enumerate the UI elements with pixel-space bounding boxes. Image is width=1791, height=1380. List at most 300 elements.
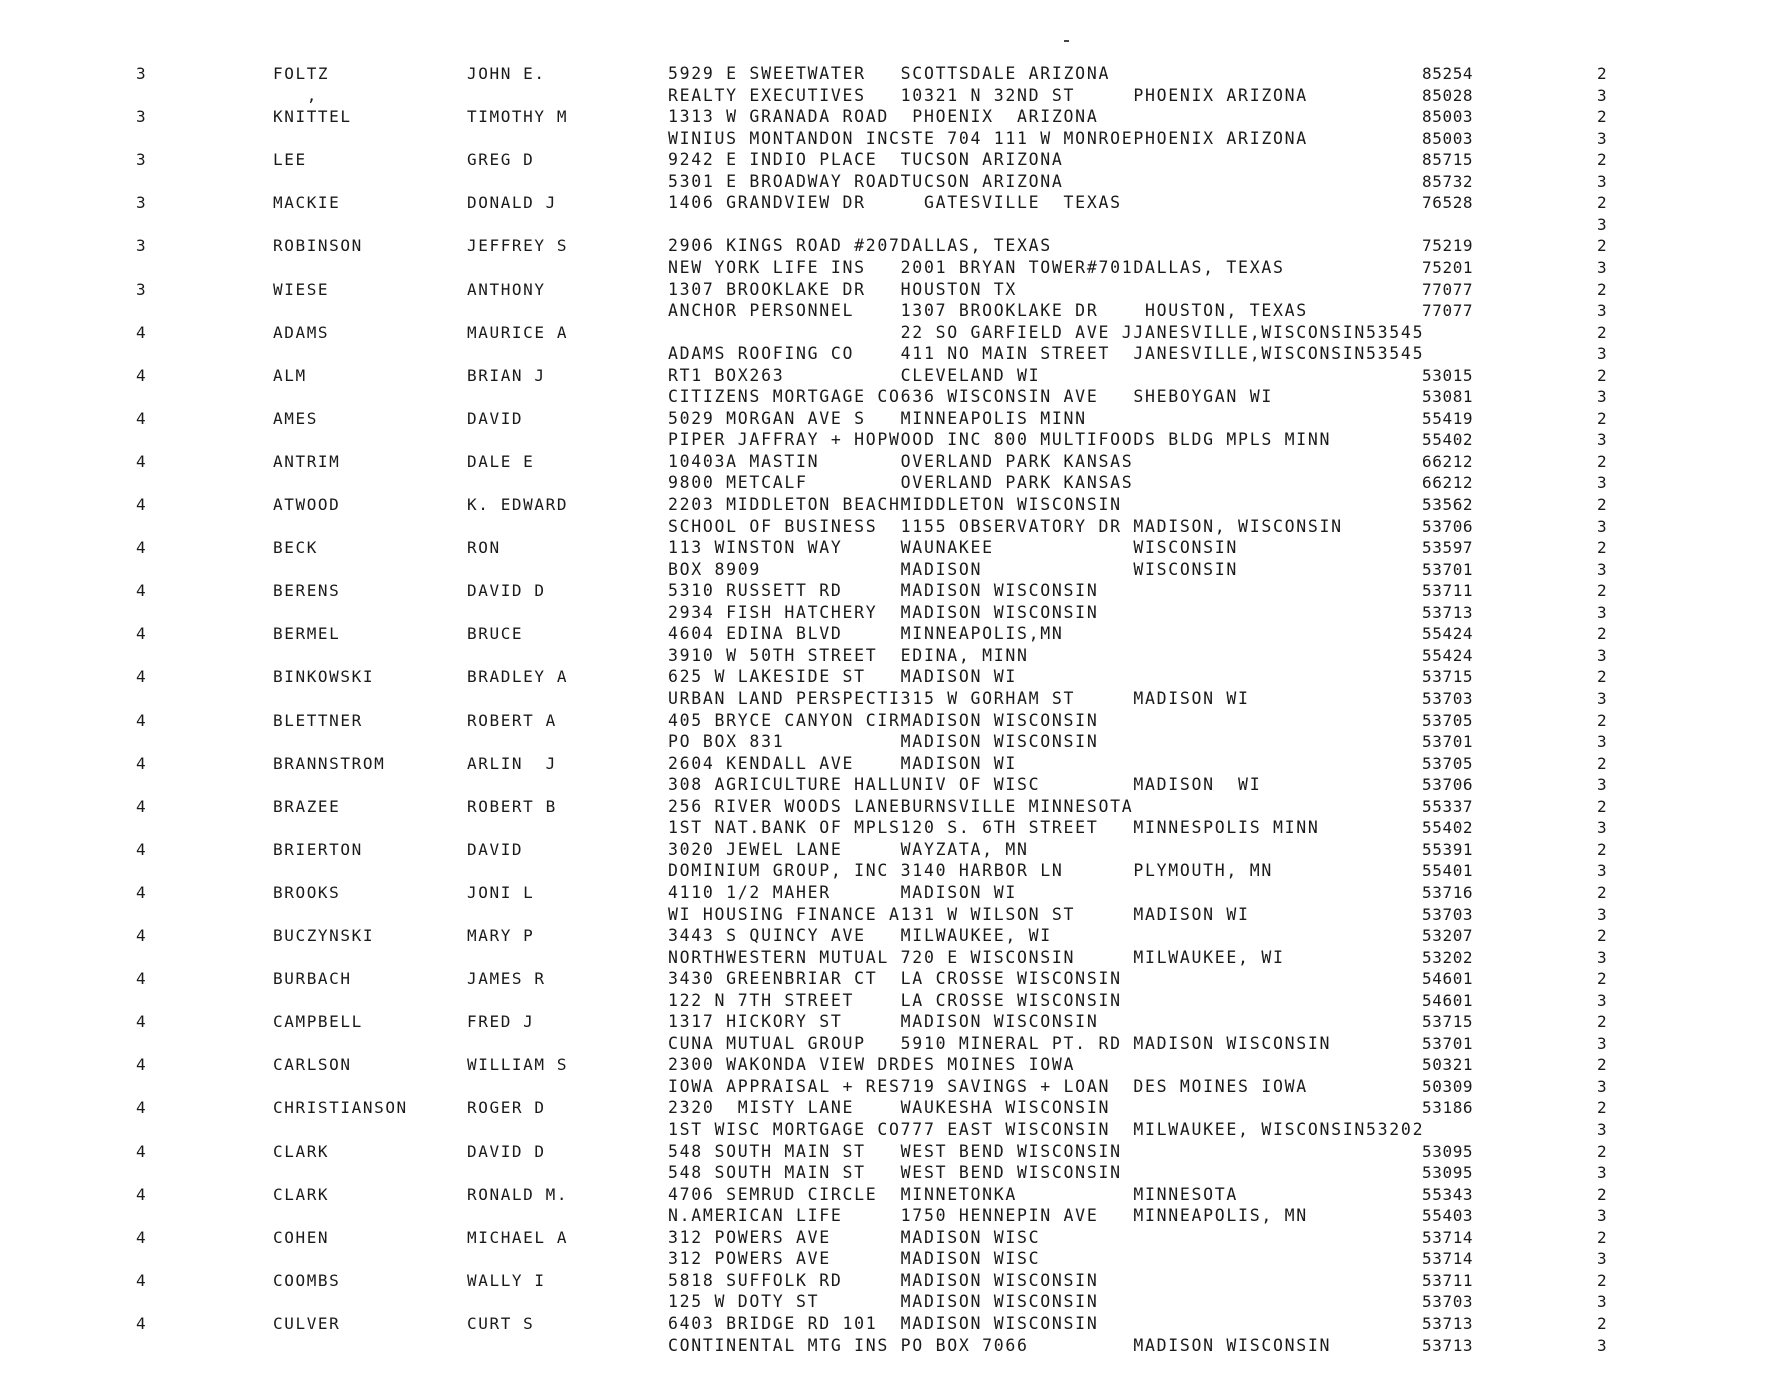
listing-row [0,925,1791,946]
address-line: 1313 W GRANADA ROAD PHOENIX ARIZONA [668,107,1099,127]
group-number: 3 [136,236,148,256]
first-name: DALE E [467,451,535,471]
first-name: DAVID D [467,1141,546,1161]
zip-code: 53703 [1422,1292,1474,1312]
address-code: 3 [1597,387,1609,407]
zip-code: 53703 [1422,689,1474,708]
group-number: 4 [136,322,148,342]
address-code: 2 [1597,495,1609,514]
listing-row [0,688,1791,709]
last-name: CULVER [273,1313,341,1333]
group-number: 4 [136,1012,148,1032]
address-line: 312 POWERS AVE MADISON WISC [668,1249,1041,1269]
zip-code: 53207 [1422,926,1474,945]
last-name: COHEN [273,1227,330,1247]
zip-code: 50309 [1422,1076,1474,1096]
last-name: BLETTNER [273,710,363,730]
last-name: BURBACH [273,969,352,989]
zip-code: 53095 [1422,1141,1474,1161]
address-line: 1406 GRANDVIEW DR GATESVILLE TEXAS [668,193,1122,213]
group-number: 3 [136,64,148,83]
address-line: CUNA MUTUAL GROUP 5910 MINERAL PT. RD MADISON WISCONSIN [668,1033,1332,1053]
zip-code: 53713 [1422,1335,1474,1355]
address-code: 3 [1597,1206,1609,1226]
address-line: 5818 SUFFOLK RD MADISON WISCONSIN [668,1270,1099,1290]
zip-code: 53562 [1422,495,1474,514]
listing-row [0,882,1791,903]
address-line: PO BOX 831 MADISON WISCONSIN [668,732,1099,752]
address-code: 2 [1597,926,1609,945]
address-code: 2 [1597,1055,1609,1075]
first-name: CURT S [467,1313,535,1333]
listing-row [0,537,1791,558]
listing-row [0,85,1791,106]
last-name: BRIERTON [273,839,363,859]
zip-code: 76528 [1422,193,1474,213]
listing-row [0,1076,1791,1097]
zip-code: 53081 [1422,387,1474,407]
address-line: 122 N 7TH STREET LA CROSSE WISCONSIN [668,990,1122,1010]
zip-code: 53186 [1422,1098,1474,1118]
listing-row [0,235,1791,256]
listing-row [0,1141,1791,1162]
last-name: , [273,85,318,105]
zip-code: 55419 [1422,408,1474,428]
listing-row [0,1291,1791,1312]
first-name: FRED J [467,1012,535,1032]
first-name: DAVID [467,839,524,859]
listing-row [0,1184,1791,1205]
address-code: 3 [1597,818,1609,838]
address-code: 2 [1597,408,1609,428]
address-line: REALTY EXECUTIVES 10321 N 32ND ST PHOENIX ARIZONA [668,85,1308,105]
listing-row [0,817,1791,838]
zip-code: 77077 [1422,279,1474,299]
listing-row [0,645,1791,666]
address-line: 5301 E BROADWAY ROADTUCSON ARIZONA [668,171,1064,191]
group-number: 4 [136,1141,148,1161]
address-code: 3 [1597,258,1609,277]
zip-code: 85003 [1422,128,1474,148]
zip-code: 54601 [1422,990,1474,1010]
listing-row [0,580,1791,601]
address-code: 3 [1597,1033,1609,1053]
group-number: 4 [136,839,148,859]
first-name: ANTHONY [467,279,546,299]
address-line: 3443 S QUINCY AVE MILWAUKEE, WI [668,926,1052,945]
address-line: 2604 KENDALL AVE MADISON WI [668,753,1018,773]
address-code: 3 [1597,1335,1609,1355]
address-code: 3 [1597,1163,1609,1182]
listing-row [0,990,1791,1011]
listing-row [0,429,1791,450]
listing-row [0,1054,1791,1075]
address-line: 2300 WAKONDA VIEW DRDES MOINES IOWA [668,1055,1076,1075]
last-name: CLARK [273,1184,330,1204]
address-line: 405 BRYCE CANYON CIRMADISON WISCONSIN [668,710,1099,730]
address-line: 3430 GREENBRIAR CT LA CROSSE WISCONSIN [668,969,1122,989]
first-name: ROBERT B [467,796,557,816]
group-number: 3 [136,193,148,213]
address-code: 3 [1597,732,1609,752]
address-line: 3910 W 50TH STREET EDINA, MINN [668,645,1029,665]
address-code: 3 [1597,861,1609,881]
listing-row [0,1248,1791,1269]
listing-row [0,279,1791,300]
first-name: GREG D [467,150,535,170]
address-line: 1307 BROOKLAKE DR HOUSTON TX [668,279,1018,299]
last-name: COOMBS [273,1270,341,1290]
address-code: 2 [1597,624,1609,644]
zip-code: 85028 [1422,85,1474,105]
last-name: AMES [273,408,318,428]
last-name: ALM [273,365,307,385]
first-name: BRADLEY A [467,667,569,687]
last-name: LEE [273,150,307,170]
first-name: BRUCE [467,624,524,644]
listing-row [0,494,1791,515]
group-number: 4 [136,408,148,428]
listing-row [0,1205,1791,1226]
address-code: 2 [1597,796,1609,816]
listing-row [0,1270,1791,1291]
listing-row [0,710,1791,731]
zip-code: 85732 [1422,171,1474,191]
listing-row [0,106,1791,127]
last-name: ROBINSON [273,236,363,256]
address-line: 5310 RUSSETT RD MADISON WISCONSIN [668,581,1099,601]
group-number: 4 [136,710,148,730]
address-code: 3 [1597,430,1609,450]
group-number: 4 [136,624,148,644]
address-code: 2 [1597,150,1609,170]
group-number: 4 [136,926,148,945]
first-name: DONALD J [467,193,557,213]
address-code: 2 [1597,1313,1609,1333]
group-number: 4 [136,882,148,902]
address-line: SCHOOL OF BUSINESS 1155 OBSERVATORY DR MADISON, WISCONSIN [668,516,1343,536]
address-line: 625 W LAKESIDE ST MADISON WI [668,667,1018,687]
listing-row [0,774,1791,795]
address-line: ADAMS ROOFING CO 411 NO MAIN STREET JANESVILLE,WISCONSIN53545 [668,344,1425,364]
zip-code: 53706 [1422,775,1474,795]
zip-code: 53703 [1422,904,1474,924]
first-name: RON [467,538,501,558]
zip-code: 53701 [1422,1033,1474,1053]
last-name: CARLSON [273,1055,352,1075]
zip-code: 53715 [1422,667,1474,687]
first-name: JEFFREY S [467,236,569,256]
last-name: MACKIE [273,193,341,213]
zip-code: 53015 [1422,365,1474,385]
listing-row [0,386,1791,407]
listing-row [0,1227,1791,1248]
address-code: 2 [1597,1098,1609,1118]
address-code: 3 [1597,990,1609,1010]
last-name: CLARK [273,1141,330,1161]
zip-code: 53701 [1422,732,1474,752]
listing-row [0,860,1791,881]
listing-row [0,63,1791,84]
address-line: RT1 BOX263 CLEVELAND WI [668,365,1041,385]
zip-code: 53597 [1422,538,1474,558]
zip-code: 53706 [1422,516,1474,536]
first-name: JAMES R [467,969,546,989]
address-line: BOX 8909 MADISON WISCONSIN [668,559,1239,579]
listing-row [0,559,1791,580]
zip-code: 53716 [1422,882,1474,902]
address-code: 3 [1597,85,1609,105]
zip-code: 55402 [1422,818,1474,838]
zip-code: 53713 [1422,602,1474,622]
listing-row [0,192,1791,213]
address-line: 1ST WISC MORTGAGE CO777 EAST WISCONSIN MILWAUKEE, WISCONSIN53202 [668,1120,1425,1139]
group-number: 4 [136,667,148,687]
group-number: 4 [136,796,148,816]
listing-row [0,839,1791,860]
address-code: 3 [1597,947,1609,967]
address-code: 2 [1597,1270,1609,1290]
address-line: IOWA APPRAISAL + RES719 SAVINGS + LOAN DES MOINES IOWA [668,1076,1308,1096]
address-code: 3 [1597,171,1609,191]
listing-row [0,666,1791,687]
first-name: JONI L [467,882,535,902]
address-code: 2 [1597,451,1609,471]
address-code: 3 [1597,559,1609,579]
address-line: 4604 EDINA BLVD MINNEAPOLIS,MN [668,624,1064,644]
zip-code: 53705 [1422,710,1474,730]
address-line: NEW YORK LIFE INS 2001 BRYAN TOWER#701DALLAS, TEXAS [668,258,1285,277]
zip-code: 77077 [1422,301,1474,321]
address-code: 2 [1597,667,1609,687]
last-name: BRAZEE [273,796,341,816]
first-name: MICHAEL A [467,1227,569,1247]
address-code: 3 [1597,1120,1609,1139]
zip-code: 85003 [1422,107,1474,127]
listing-row [0,796,1791,817]
address-code: 2 [1597,839,1609,859]
group-number: 3 [136,107,148,127]
address-code: 3 [1597,301,1609,321]
first-name: K. EDWARD [467,495,569,514]
last-name: BECK [273,538,318,558]
listing-row [0,343,1791,364]
group-number: 3 [136,279,148,299]
address-code: 2 [1597,107,1609,127]
address-code: 2 [1597,1227,1609,1247]
address-line: 312 POWERS AVE MADISON WISC [668,1227,1041,1247]
address-line: ANCHOR PERSONNEL 1307 BROOKLAKE DR HOUSTON, TEXAS [668,301,1308,321]
address-line: 10403A MASTIN OVERLAND PARK KANSAS [668,451,1134,471]
address-code: 2 [1597,753,1609,773]
address-line: 548 SOUTH MAIN ST WEST BEND WISCONSIN [668,1141,1122,1161]
address-code: 3 [1597,473,1609,493]
listing-row [0,214,1791,235]
listing-row [0,257,1791,278]
group-number: 4 [136,1184,148,1204]
zip-code: 55402 [1422,430,1474,450]
first-name: DAVID D [467,581,546,601]
address-line: URBAN LAND PERSPECTI315 W GORHAM ST MADISON WI [668,689,1250,708]
address-code: 2 [1597,64,1609,83]
group-number: 4 [136,1313,148,1333]
group-number: 4 [136,495,148,514]
address-line: 256 RIVER WOODS LANEBURNSVILLE MINNESOTA [668,796,1134,816]
listing-row [0,171,1791,192]
address-line: 2934 FISH HATCHERY MADISON WISCONSIN [668,602,1099,622]
address-code: 2 [1597,538,1609,558]
listing-row [0,451,1791,472]
address-code: 3 [1597,128,1609,148]
listing-row [0,1097,1791,1118]
listing-row [0,128,1791,149]
address-line: 4706 SEMRUD CIRCLE MINNETONKA MINNESOTA [668,1184,1239,1204]
zip-code: 75219 [1422,236,1474,256]
first-name: RONALD M. [467,1184,569,1204]
last-name: CHRISTIANSON [273,1098,408,1118]
address-line: 22 SO GARFIELD AVE JJANESVILLE,WISCONSIN53545 [668,322,1425,342]
address-code: 2 [1597,236,1609,256]
listing-row [0,408,1791,429]
group-number: 4 [136,1227,148,1247]
address-code: 2 [1597,193,1609,213]
address-line: 2203 MIDDLETON BEACHMIDDLETON WISCONSIN [668,495,1122,514]
listing-row [0,1313,1791,1334]
last-name: KNITTEL [273,107,352,127]
last-name: BROOKS [273,882,341,902]
address-code: 2 [1597,279,1609,299]
listing-row [0,1119,1791,1140]
address-line: 9242 E INDIO PLACE TUCSON ARIZONA [668,150,1064,170]
zip-code: 55401 [1422,861,1474,881]
listing-row [0,904,1791,925]
first-name: DAVID [467,408,524,428]
address-code: 2 [1597,882,1609,902]
zip-code: 75201 [1422,258,1474,277]
address-code: 3 [1597,344,1609,364]
first-name: WALLY I [467,1270,546,1290]
first-name: ARLIN J [467,753,557,773]
last-name: BERENS [273,581,341,601]
zip-code: 53714 [1422,1249,1474,1269]
address-line: DOMINIUM GROUP, INC 3140 HARBOR LN PLYMOUTH, MN [668,861,1273,881]
last-name: BRANNSTROM [273,753,386,773]
group-number: 4 [136,581,148,601]
group-number: 4 [136,1270,148,1290]
address-line: WINIUS MONTANDON INCSTE 704 111 W MONROEPHOENIX ARIZONA [668,128,1308,148]
address-code: 2 [1597,710,1609,730]
zip-code: 85254 [1422,64,1474,83]
group-number: 4 [136,1055,148,1075]
address-line: 3020 JEWEL LANE WAYZATA, MN [668,839,1029,859]
listing-row [0,753,1791,774]
group-number: 4 [136,538,148,558]
zip-code: 50321 [1422,1055,1474,1075]
address-line: N.AMERICAN LIFE 1750 HENNEPIN AVE MINNEAPOLIS, MN [668,1206,1308,1226]
group-number: 4 [136,365,148,385]
zip-code: 55424 [1422,624,1474,644]
address-code: 3 [1597,645,1609,665]
zip-code: 55343 [1422,1184,1474,1204]
last-name: BINKOWSKI [273,667,375,687]
zip-code: 54601 [1422,969,1474,989]
address-line: 9800 METCALF OVERLAND PARK KANSAS [668,473,1134,493]
zip-code: 55403 [1422,1206,1474,1226]
last-name: BUCZYNSKI [273,926,375,945]
address-code: 3 [1597,214,1609,234]
address-code: 3 [1597,1076,1609,1096]
address-line: 5929 E SWEETWATER SCOTTSDALE ARIZONA [668,64,1111,83]
last-name: WIESE [273,279,330,299]
first-name: BRIAN J [467,365,546,385]
address-code: 2 [1597,1141,1609,1161]
zip-code: 53711 [1422,581,1474,601]
address-code: 2 [1597,365,1609,385]
group-number: 4 [136,753,148,773]
listing-row [0,149,1791,170]
address-code: 3 [1597,775,1609,795]
address-code: 2 [1597,581,1609,601]
address-line: 6403 BRIDGE RD 101 MADISON WISCONSIN [668,1313,1099,1333]
zip-code: 55391 [1422,839,1474,859]
listing-row [0,1162,1791,1183]
address-line: PIPER JAFFRAY + HOPWOOD INC 800 MULTIFOODS BLDG MPLS MINN [668,430,1332,450]
zip-code: 85715 [1422,150,1474,170]
listing-row [0,731,1791,752]
listing-row [0,300,1791,321]
last-name: FOLTZ [273,64,330,83]
address-line: 548 SOUTH MAIN ST WEST BEND WISCONSIN [668,1163,1122,1182]
address-code: 3 [1597,904,1609,924]
first-name: TIMOTHY M [467,107,569,127]
listing-row [0,1033,1791,1054]
group-number: 4 [136,969,148,989]
address-code: 3 [1597,516,1609,536]
zip-code: 53713 [1422,1313,1474,1333]
listing-row [0,1335,1791,1356]
address-code: 3 [1597,689,1609,708]
group-number: 4 [136,1098,148,1118]
zip-code: 66212 [1422,451,1474,471]
group-number: 3 [136,150,148,170]
address-line: CONTINENTAL MTG INS PO BOX 7066 MADISON WISCONSIN [668,1335,1332,1355]
listing-row [0,472,1791,493]
zip-code: 53202 [1422,947,1474,967]
last-name: ADAMS [273,322,330,342]
address-line: 1317 HICKORY ST MADISON WISCONSIN [668,1012,1099,1032]
first-name: ROGER D [467,1098,546,1118]
zip-code: 53711 [1422,1270,1474,1290]
first-name: WILLIAM S [467,1055,569,1075]
address-code: 2 [1597,1012,1609,1032]
zip-code: 53715 [1422,1012,1474,1032]
last-name: CAMPBELL [273,1012,363,1032]
address-line: CITIZENS MORTGAGE CO636 WISCONSIN AVE SHEBOYGAN WI [668,387,1273,407]
listing-row [0,516,1791,537]
address-line: 113 WINSTON WAY WAUNAKEE WISCONSIN [668,538,1239,558]
address-code: 2 [1597,969,1609,989]
address-code: 2 [1597,1184,1609,1204]
address-line: 1ST NAT.BANK OF MPLS120 S. 6TH STREET MINNESPOLIS MINN [668,818,1320,838]
zip-code: 66212 [1422,473,1474,493]
zip-code: 53701 [1422,559,1474,579]
last-name: ATWOOD [273,495,341,514]
first-name: MAURICE A [467,322,569,342]
listing-row [0,968,1791,989]
group-number: 4 [136,451,148,471]
first-name: ROBERT A [467,710,557,730]
listing-row [0,623,1791,644]
